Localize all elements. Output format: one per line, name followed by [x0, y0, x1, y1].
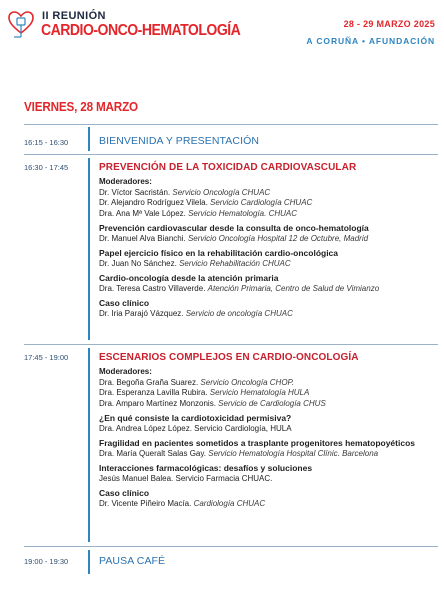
- moderator: Dr. Víctor Sacristán. Servicio Oncología CHUAC: [99, 187, 271, 197]
- slot-time: 17:45 - 19:00: [24, 353, 69, 362]
- session-block: [99, 352, 439, 509]
- moderator: Dr. Alejandro Rodríguez Vilela. Servicio Cardiología CHUAC: [99, 198, 313, 207]
- divider: [24, 344, 438, 345]
- slot-marker: [88, 348, 90, 542]
- moderator: Dra. Ana Mª Vale López. Servicio Hematología. CHUAC: [99, 208, 298, 218]
- moderator: Dra. Begoña Graña Suarez. Servicio Oncología CHOP.: [99, 377, 295, 387]
- slot-marker: [88, 158, 90, 340]
- session-title: ESCENARIOS COMPLEJOS EN CARDIO-ONCOLOGÍA: [99, 352, 359, 363]
- slot-marker: [88, 127, 90, 151]
- event-venue: A CORUÑA • AFUNDACIÓN: [306, 36, 435, 46]
- talk: Caso clínico Dr. Iria Parajó Vázquez. Servicio de oncología CHUAC: [99, 298, 293, 318]
- divider: [24, 124, 438, 125]
- talk: Prevención cardiovascular desde la consulta de onco-hematología Dr. Manuel Alva Bianchi. Servicio Oncología Hospital 12 de Octubre, Madrid: [99, 223, 369, 243]
- brand-name: CARDIO-ONCO-HEMATOLOGÍA: [41, 22, 241, 39]
- moderator: Dra. Amparo Martínez Monzonis. Servicio de Cardiología CHUS: [99, 398, 326, 408]
- slot-title: BIENVENIDA Y PRESENTACIÓN: [99, 135, 260, 147]
- header: [0, 0, 444, 70]
- moderators-label: Moderadores:: [99, 177, 152, 186]
- talk: Papel ejercicio físico en la rehabilitación cardio-oncológica Dr. Juan No Sánchez. Servicio Rehabilitación CHUAC: [99, 248, 339, 268]
- event-dates: 28 - 29 MARZO 2025: [343, 19, 435, 29]
- slot-time: 19:00 - 19:30: [24, 557, 69, 566]
- talk: Caso clínico Dr. Vicente Piñeiro Macía. Cardiología CHUAC: [99, 488, 266, 508]
- divider: [24, 546, 438, 547]
- moderators-label: Moderadores:: [99, 367, 152, 376]
- heart-iv-bag-logo-icon: [8, 10, 34, 38]
- session-block: [99, 162, 439, 319]
- divider: [24, 154, 438, 155]
- talk: Cardio-oncología desde la atención primaria Dra. Teresa Castro Villaverde. Atención Primaria, Centro de Salud de Vimianzo: [99, 273, 380, 293]
- talk: Interacciones farmacológicas: desafíos y soluciones Jesús Manuel Balea. Servicio Farmacia CHUAC.: [99, 463, 313, 483]
- slot-marker: [88, 550, 90, 574]
- day-title: VIERNES, 28 MARZO: [24, 99, 138, 114]
- slot-time: 16:30 - 17:45: [24, 163, 69, 172]
- talk: ¿En qué consiste la cardiotoxicidad permisiva? Dra. Andrea López López. Servicio Cardiología, HULA: [99, 413, 292, 433]
- brand-edition: II REUNIÓN: [42, 10, 106, 22]
- session-title: PREVENCIÓN DE LA TOXICIDAD CARDIOVASCULAR: [99, 162, 357, 173]
- talk: Fragilidad en pacientes sometidos a trasplante progenitores hematopoyéticos Dra. María Queralt Salas Gay. Servicio Hematología Hospital Clínic. Barcelona: [99, 438, 415, 458]
- moderator: Dra. Esperanza Lavilla Rubira. Servicio Hematología HULA: [99, 388, 310, 397]
- slot-time: 16:15 - 16:30: [24, 138, 69, 147]
- slot-title: PAUSA CAFÉ: [99, 555, 166, 567]
